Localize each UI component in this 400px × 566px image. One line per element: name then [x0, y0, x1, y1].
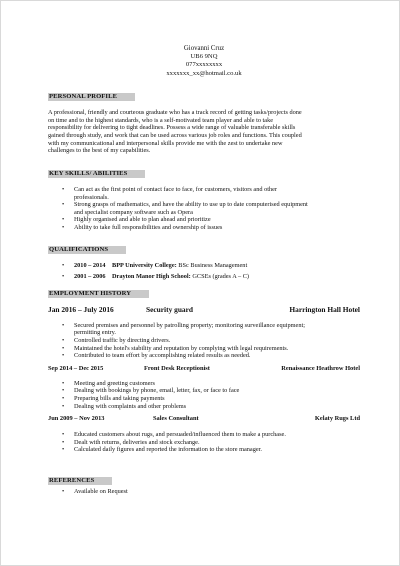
skills-heading: KEY SKILLS/ ABILITIES — [48, 170, 145, 178]
profile-line: A professional, friendly and courteous graduate who has a track record of getting tasks/projects done — [48, 108, 302, 116]
list-item-line: • Available on Request — [74, 487, 128, 495]
list-item — [48, 387, 360, 395]
qualification-detail: BSc Business Management — [176, 261, 248, 269]
list-item-line: professionals. — [74, 193, 109, 201]
qualifications-section — [48, 238, 360, 281]
qualification-detail: GCSEs (grades A – C) — [190, 273, 250, 281]
employment-heading: EMPLOYMENT HISTORY — [48, 290, 149, 298]
qualification-institution: BPP University College: — [112, 261, 177, 269]
list-item-line: • Highly organised and able to plan ahead and prioritize — [74, 216, 211, 224]
list-item — [48, 488, 360, 496]
profile-line: gained through study, and work that can be used across various job roles and functions. This coupled — [48, 131, 302, 139]
references-list — [48, 488, 360, 496]
list-item-line: permitting entry. — [74, 329, 116, 337]
list-item — [48, 216, 360, 224]
list-item-line: • Dealing with bookings by phone, email, letter, fax, or face to face — [74, 387, 240, 395]
list-item — [48, 403, 360, 411]
job-duties — [48, 431, 360, 454]
profile-text — [48, 109, 360, 155]
list-item-line: • Contributed to team effort by accomplishing related results as needed. — [74, 352, 251, 360]
skills-list — [48, 186, 360, 232]
list-item — [48, 352, 360, 360]
list-item — [48, 224, 360, 232]
phone-number: 077xxxxxxxx — [185, 61, 223, 69]
list-item — [48, 186, 360, 201]
job-title: Sales Consultant — [153, 415, 199, 423]
profile-line: with my communicational and interpersonal skills provide me with the zest to undertake new — [48, 139, 283, 147]
postcode: UB6 9NQ — [190, 53, 218, 61]
email-address: xxxxxxx_xx@hotmail.co.uk — [166, 69, 242, 77]
profile-section — [48, 85, 360, 155]
list-item-line: • Calculated daily figures and reported the information to the store manager. — [74, 446, 262, 454]
job-duties — [48, 380, 360, 410]
qualifications-list — [48, 262, 360, 281]
job-title: Front Desk Receptionist — [144, 364, 210, 372]
skills-section — [48, 162, 360, 232]
references-section — [48, 469, 360, 496]
qualifications-heading: QUALIFICATIONS — [48, 246, 126, 254]
job-dates: Sep 2014 – Dec 2015 — [48, 364, 104, 372]
job-company: Renaissance Heathrow Hotel — [281, 364, 360, 372]
list-item — [48, 439, 360, 447]
job-header — [48, 365, 360, 374]
cv-content — [48, 45, 360, 496]
job-duties — [48, 322, 360, 360]
job-dates: Jan 2016 – July 2016 — [48, 304, 114, 314]
job-header — [48, 305, 360, 314]
job-title: Security guard — [146, 304, 194, 314]
list-item — [48, 446, 360, 454]
job-company: Kelaty Rugs Ltd — [314, 415, 360, 423]
employment-section — [48, 282, 360, 454]
profile-line: challenges to the best of my capabilities. — [48, 147, 151, 155]
profile-heading: PERSONAL PROFILE — [48, 93, 135, 101]
list-item-line: • Educated customers about rugs, and persuaded/influenced them to make a purchase. — [74, 431, 286, 439]
list-item — [48, 345, 360, 353]
list-item-line: • Ability to take full responsibilities and ownership of issues — [74, 224, 223, 231]
list-item-line: • Secured premises and personnel by patrolling property; monitoring surveillance equipment; — [74, 321, 306, 329]
qualification-years: 2001 – 2006 — [74, 273, 106, 281]
references-heading: REFERENCES — [48, 477, 112, 485]
qualification-row — [48, 262, 360, 270]
contact-header — [48, 45, 360, 78]
job-dates: Jun 2009 – Nov 2013 — [48, 415, 105, 423]
list-item — [48, 201, 360, 216]
list-item — [48, 431, 360, 439]
list-item-line: • Dealing with complaints and other problems — [74, 402, 187, 410]
candidate-name: Giovanni Cruz — [183, 45, 225, 52]
qualification-row — [48, 273, 360, 281]
job-company: Harrington Hall Hotel — [289, 304, 360, 314]
qualification-years: 2010 – 2014 — [74, 261, 106, 269]
list-item — [48, 322, 360, 337]
profile-line: responsibility for delivering to tight deadlines. Possess a wide range of valuable transferable skills — [48, 124, 296, 132]
profile-line: on time and to the highest standards, who is a self-motivated team player and able to take — [48, 116, 274, 124]
list-item — [48, 395, 360, 403]
list-item-line: • Controlled traffic by directing drivers. — [74, 336, 171, 344]
list-item — [48, 380, 360, 388]
list-item-line: • Can act as the first point of contact face to face, for customers, visitors and other — [74, 186, 278, 194]
qualification-institution: Drayton Manor High School: — [112, 273, 191, 281]
list-item-line: • Dealt with returns, deliveries and stock exchange. — [74, 438, 200, 446]
job-header — [48, 415, 360, 424]
list-item-line: and specialist company software such as Opera — [74, 208, 193, 216]
list-item-line: • Maintained the hotel's stability and reputation by complying with legal requirements. — [74, 344, 289, 352]
list-item-line: • Strong grasps of mathematics, and have the ability to use up to date computerised equipment — [74, 201, 308, 209]
list-item-line: • Meeting and greeting customers — [74, 379, 155, 387]
list-item-line: • Preparing bills and taking payments — [74, 394, 165, 402]
list-item — [48, 337, 360, 345]
